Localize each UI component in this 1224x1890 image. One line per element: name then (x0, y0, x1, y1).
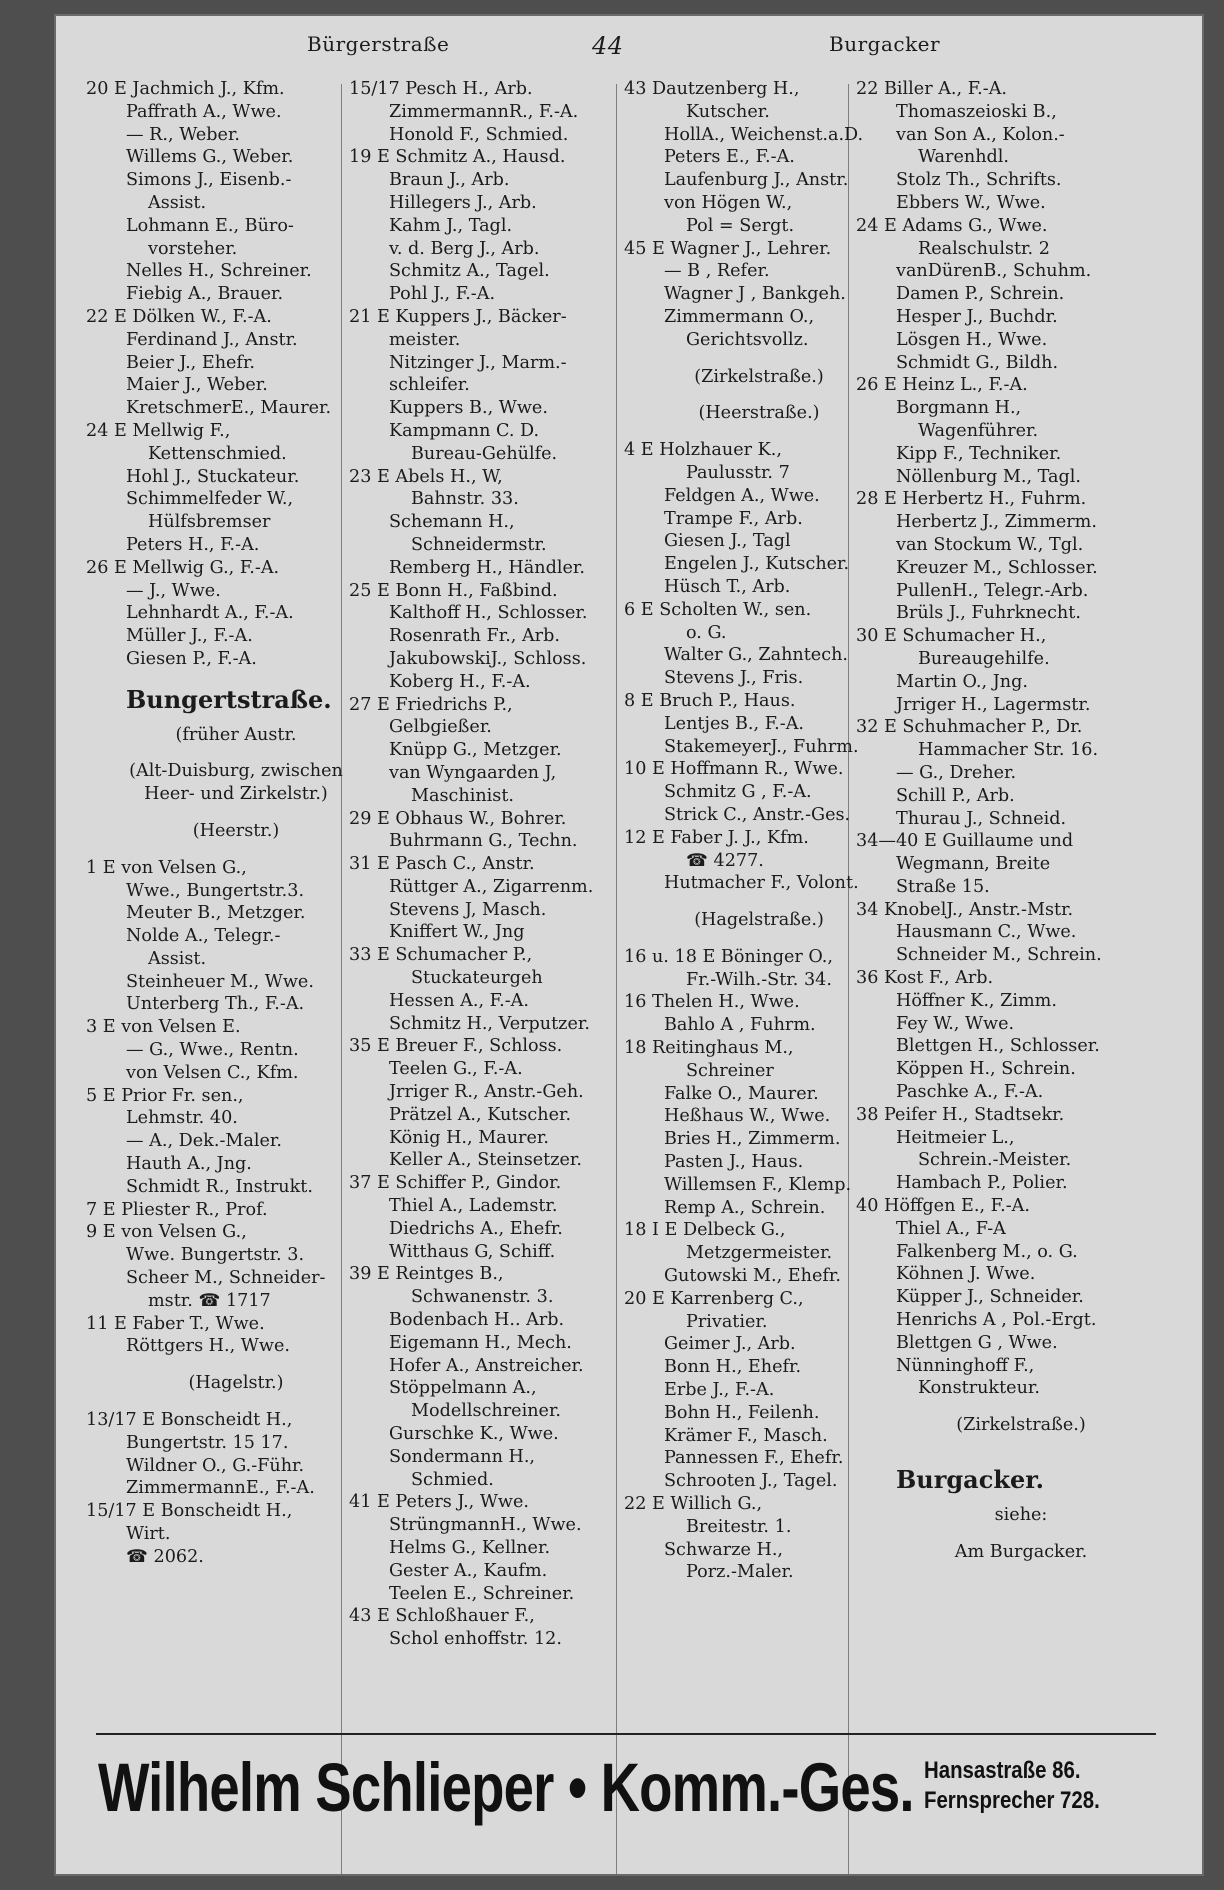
street-note: Am Burgacker. (954, 1541, 1088, 1562)
directory-entry: Peters E., F.-A. (664, 147, 795, 168)
directory-entry: 36 Kost F., Arb. (856, 968, 994, 989)
directory-entry: Kettenschmied. (148, 443, 287, 464)
directory-entry: Wildner O., G.-Führ. (126, 1455, 305, 1476)
directory-entry: Hofer A., Anstreicher. (389, 1355, 584, 1376)
directory-entry: Bureau-Gehülfe. (411, 443, 558, 464)
directory-entry: Hillegers J., Arb. (389, 192, 537, 213)
directory-entry: Unterberg Th., F.-A. (126, 994, 305, 1015)
directory-entry: Schol enhoffstr. 12. (389, 1629, 562, 1650)
directory-entry: Herbertz J., Zimmerm. (896, 512, 1097, 533)
directory-entry: Borgmann H., (896, 398, 1022, 419)
directory-entry: Schmidt R., Instrukt. (126, 1176, 313, 1197)
spacer (624, 932, 894, 946)
directory-entry: Gelbgießer. (389, 717, 492, 738)
directory-entry: Hausmann C., Wwe. (896, 922, 1077, 943)
directory-entry: Nolde A., Telegr.- (126, 926, 281, 947)
directory-entry: Thiel A., F-A (896, 1218, 1006, 1239)
directory-entry: Pasten J., Haus. (664, 1152, 804, 1173)
directory-entry: — R., Weber. (126, 124, 241, 145)
directory-entry: Lohmann E., Büro- (126, 215, 294, 236)
directory-entry: Wegmann, Breite (896, 854, 1051, 875)
directory-entry: schleifer. (389, 375, 470, 396)
directory-entry: Blettgen H., Schlosser. (896, 1036, 1100, 1057)
spacer (856, 1400, 1186, 1414)
directory-entry: Remberg H., Händler. (389, 557, 585, 578)
directory-entry: Wwe., Bungertstr.3. (126, 880, 305, 901)
directory-entry: Schmitz H., Verputzer. (389, 1013, 590, 1034)
directory-entry: 34—40 E Guillaume und (856, 831, 1074, 852)
directory-entry: Warenhdl. (918, 147, 1010, 168)
directory-entry: 20 E Karrenberg C., (624, 1288, 804, 1309)
directory-entry: Sondermann H., (389, 1446, 536, 1467)
directory-entry: 21 E Kuppers J., Bäcker- (349, 306, 567, 327)
directory-entry: 19 E Schmitz A., Hausd. (349, 147, 566, 168)
directory-entry: 22 Biller A., F.-A. (856, 79, 1007, 99)
directory-entry: Peters H., F.-A. (126, 534, 260, 555)
directory-entry: Honold F., Schmied. (389, 124, 569, 145)
spacer (86, 746, 386, 760)
directory-entry: Schneidermstr. (411, 534, 547, 555)
directory-entry: Engelen J., Kutscher. (664, 554, 850, 575)
directory-entry: 41 E Peters J., Wwe. (349, 1492, 530, 1513)
directory-entry: Kniffert W., Jng (389, 922, 525, 943)
directory-entry: Thurau J., Schneid. (896, 808, 1067, 829)
directory-entry: Gester A., Kaufm. (389, 1560, 548, 1581)
directory-entry: 20 E Jachmich J., Kfm. (86, 79, 285, 99)
directory-entry: KretschmerE., Maurer. (126, 398, 332, 419)
directory-entry: Bries H., Zimmerm. (664, 1129, 841, 1150)
directory-entry: Paffrath A., Wwe. (126, 101, 282, 122)
directory-entry: Gurschke K., Wwe. (389, 1424, 559, 1445)
directory-entry: Hohl J., Stuckateur. (126, 466, 300, 487)
advertiser-contact (924, 1756, 1100, 1816)
directory-entry: 4 E Holzhauer K., (624, 440, 782, 461)
directory-entry: Bahlo A , Fuhrm. (664, 1015, 816, 1036)
directory-entry: 18 I E Delbeck G., (624, 1220, 786, 1241)
directory-entry: Schwarze H., (664, 1539, 783, 1560)
directory-entry: Hambach P., Polier. (896, 1173, 1068, 1194)
directory-entry: Schill P., Arb. (896, 785, 1015, 806)
directory-entry: Assist. (148, 948, 207, 969)
directory-entry: 18 Reitinghaus M., (624, 1038, 794, 1059)
directory-entry: 6 E Scholten W., sen. (624, 599, 812, 620)
advertiser-name: Wilhelm Schlieper • Komm.-Ges. (98, 1749, 914, 1826)
directory-entry: Paschke A., F.-A. (896, 1082, 1044, 1103)
directory-entry: Simons J., Eisenb.- (126, 170, 292, 191)
directory-entry: 45 E Wagner J., Lehrer. (624, 238, 832, 259)
directory-entry: ZimmermannE., F.-A. (126, 1478, 315, 1499)
directory-entry: Gutowski M., Ehefr. (664, 1266, 841, 1287)
directory-entry: — B , Refer. (664, 261, 770, 282)
directory-entry: Teelen G., F.-A. (389, 1059, 523, 1080)
directory-entry: Straße 15. (896, 876, 990, 897)
directory-entry: Höffner K., Zimm. (896, 990, 1057, 1011)
directory-entry: ZimmermannR., F.-A. (389, 101, 579, 122)
directory-entry: Köppen H., Schrein. (896, 1059, 1076, 1080)
directory-entry: Schwanenstr. 3. (411, 1287, 554, 1308)
directory-entry: Hesper J., Buchdr. (896, 306, 1058, 327)
directory-entry: Fiebig A., Brauer. (126, 284, 284, 305)
directory-entry: 10 E Hoffmann R., Wwe. (624, 759, 844, 780)
directory-entry: von Velsen C., Kfm. (126, 1062, 299, 1083)
spacer (86, 843, 386, 857)
directory-entry: Kalthoff H., Schlosser. (389, 603, 588, 624)
directory-entry: meister. (389, 329, 461, 350)
spacer (86, 1358, 386, 1372)
directory-entry: Schrooten J., Tagel. (664, 1471, 838, 1492)
directory-entry: Brüls J., Fuhrknecht. (896, 603, 1081, 624)
directory-entry: Pohl J., F.-A. (389, 284, 496, 305)
directory-entry: Feldgen A., Wwe. (664, 485, 820, 506)
column-2 (349, 78, 639, 1651)
directory-entry: Diedrichs A., Ehefr. (389, 1218, 563, 1239)
directory-entry: Rosenrath Fr., Arb. (389, 626, 560, 647)
directory-entry: StakemeyerJ., Fuhrm. (664, 736, 859, 757)
directory-entry: Wwe. Bungertstr. 3. (126, 1245, 305, 1266)
directory-entry: Hammacher Str. 16. (918, 740, 1099, 761)
directory-entry: Paulusstr. 7 (686, 462, 790, 483)
directory-entry: 26 E Heinz L., F.-A. (856, 375, 1028, 396)
directory-entry: 22 E Willich G., (624, 1494, 763, 1515)
directory-entry: — G., Dreher. (896, 762, 1017, 783)
directory-entry: van Son A., Kolon.- (896, 124, 1065, 145)
directory-entry: Maier J., Weber. (126, 375, 268, 396)
directory-entry: Damen P., Schrein. (896, 284, 1065, 305)
column-3 (624, 78, 894, 1584)
directory-entry: vanDürenB., Schuhm. (896, 261, 1092, 282)
directory-entry: Keller A., Steinsetzer. (389, 1150, 582, 1171)
directory-entry: 31 E Pasch C., Anstr. (349, 854, 535, 875)
directory-entry: PullenH., Telegr.-Arb. (896, 580, 1089, 601)
directory-entry: Martin O., Jng. (896, 671, 1028, 692)
page-number: 44 (592, 32, 624, 60)
directory-entry: 24 E Mellwig F., (86, 420, 231, 441)
directory-entry: Bodenbach H.. Arb. (389, 1310, 565, 1331)
street-note: (Zirkelstraße.) (694, 366, 824, 387)
spacer (86, 806, 386, 820)
directory-entry: 24 E Adams G., Wwe. (856, 215, 1048, 236)
directory-entry: Remp A., Schrein. (664, 1197, 826, 1218)
directory-entry: Hauth A., Jng. (126, 1154, 252, 1175)
directory-entry: Giesen P., F.-A. (126, 648, 257, 669)
directory-page (54, 14, 1204, 1876)
directory-entry: Wirt. (126, 1524, 171, 1545)
directory-entry: Nünninghoff F., (896, 1355, 1035, 1376)
street-note: (Hagelstraße.) (694, 910, 824, 931)
directory-entry: Nitzinger J., Marm.- (389, 352, 567, 373)
directory-entry: Bonn H., Ehefr. (664, 1357, 802, 1378)
directory-entry: Willems G., Weber. (126, 147, 294, 168)
directory-entry: Nelles H., Schreiner. (126, 261, 312, 282)
directory-entry: Thiel A., Lademstr. (389, 1196, 558, 1217)
directory-entry: Stolz Th., Schrifts. (896, 170, 1062, 191)
directory-entry: Zimmermann O., (664, 306, 815, 327)
directory-entry: Kampmann C. D. (389, 420, 540, 441)
directory-entry: 16 Thelen H., Wwe. (624, 992, 800, 1013)
directory-entry: Helms G., Kellner. (389, 1538, 551, 1558)
directory-entry: Henrichs A , Pol.-Ergt. (896, 1310, 1097, 1331)
directory-entry: 43 E Schloßhauer F., (349, 1606, 535, 1627)
directory-entry: 15/17 Pesch H., Arb. (349, 79, 533, 99)
directory-entry: Walter G., Zahntech. (664, 645, 848, 666)
street-heading: Bungertstraße. (126, 684, 332, 714)
street-heading: Burgacker. (896, 1465, 1045, 1495)
directory-entry: Geimer J., Arb. (664, 1334, 796, 1355)
directory-entry: van Wyngaarden J, (389, 762, 557, 783)
directory-entry: Schmidt G., Bildh. (896, 352, 1059, 373)
column-1 (86, 78, 386, 1569)
directory-entry: Thomaszeioski B., (896, 101, 1057, 122)
directory-entry: Modellschreiner. (411, 1401, 562, 1422)
directory-entry: v. d. Berg J., Arb. (389, 238, 540, 259)
directory-entry: Köhnen J. Wwe. (896, 1264, 1036, 1285)
directory-entry: Wagner J , Bankgeh. (664, 284, 846, 305)
directory-entry: 1 E von Velsen G., (86, 857, 247, 878)
directory-entry: Schmitz G , F.-A. (664, 782, 812, 803)
directory-entry: 30 E Schumacher H., (856, 626, 1047, 647)
directory-entry: Schmitz A., Tagel. (389, 261, 550, 282)
directory-entry: Breitestr. 1. (686, 1516, 792, 1537)
directory-entry: 13/17 E Bonscheidt H., (86, 1410, 293, 1431)
column-4 (856, 78, 1186, 1563)
directory-entry: — J., Wwe. (126, 580, 221, 601)
directory-entry: Hülfsbremser (148, 512, 271, 533)
directory-entry: Röttgers H., Wwe. (126, 1336, 290, 1357)
directory-entry: von Högen W., (664, 192, 793, 213)
directory-entry: 34 KnobelJ., Anstr.-Mstr. (856, 899, 1074, 920)
directory-entry: Erbe J., F.-A. (664, 1380, 775, 1401)
running-head-right: Burgacker (829, 32, 941, 56)
directory-entry: 22 E Dölken W., F.-A. (86, 306, 272, 327)
directory-entry: Stevens J., Fris. (664, 668, 804, 689)
directory-entry: HollA., Weichenst.a.D. (664, 124, 864, 145)
directory-entry: 12 E Faber J. J., Kfm. (624, 827, 809, 848)
spacer (624, 895, 894, 909)
directory-entry: Kipp F., Techniker. (896, 443, 1062, 464)
directory-entry: 32 E Schuhmacher P., Dr. (856, 717, 1083, 738)
directory-entry: Jrriger H., Lagermstr. (896, 694, 1091, 715)
advertiser-address: Hansastraße 86. (924, 1757, 1081, 1784)
directory-entry: Hüsch T., Arb. (664, 576, 791, 597)
directory-entry: Trampe F., Arb. (664, 508, 803, 529)
directory-entry: 26 E Mellwig G., F.-A. (86, 557, 280, 578)
directory-entry: Privatier. (686, 1311, 768, 1332)
directory-entry: Scheer M., Schneider- (126, 1268, 326, 1289)
directory-entry: Küpper J., Schneider. (896, 1287, 1084, 1308)
directory-entry: Pol = Sergt. (686, 215, 795, 236)
directory-entry: Falkenberg M., o. G. (896, 1241, 1078, 1262)
directory-entry: 23 E Abels H., W, (349, 466, 503, 487)
directory-entry: Maschinist. (411, 785, 514, 806)
directory-entry: mstr. ☎ 1717 (148, 1290, 271, 1311)
directory-entry: Willemsen F., Klemp. (664, 1174, 852, 1195)
directory-entry: 11 E Faber T., Wwe. (86, 1313, 265, 1334)
directory-entry: Beier J., Ehefr. (126, 352, 256, 373)
directory-entry: Kreuzer M., Schlosser. (896, 557, 1098, 578)
directory-entry: Blettgen G , Wwe. (896, 1332, 1058, 1353)
directory-entry: Heitmeier L., (896, 1127, 1015, 1148)
directory-entry: Strick C., Anstr.-Ges. (664, 804, 851, 825)
directory-entry: 5 E Prior Fr. sen., (86, 1085, 244, 1106)
directory-entry: Bungertstr. 15 17. (126, 1432, 289, 1453)
directory-entry: Buhrmann G., Techn. (389, 831, 578, 852)
directory-entry: 8 E Bruch P., Haus. (624, 690, 796, 711)
directory-entry: Porz.-Maler. (686, 1562, 794, 1583)
directory-entry: Metzgermeister. (686, 1243, 833, 1264)
running-head-left: Bürgerstraße (307, 32, 450, 56)
directory-entry: Schneider M., Schrein. (896, 945, 1102, 966)
directory-entry: Giesen J., Tagl (664, 531, 791, 552)
directory-entry: Schmied. (411, 1469, 494, 1490)
directory-entry: Pannessen F., Ehefr. (664, 1448, 844, 1469)
street-note: siehe: (994, 1504, 1048, 1525)
directory-entry: Fey W., Wwe. (896, 1013, 1015, 1034)
directory-entry: Knüpp G., Metzger. (389, 740, 562, 761)
directory-entry: Müller J., F.-A. (126, 626, 253, 647)
directory-entry: Schimmelfeder W., (126, 489, 294, 510)
directory-entry: Eigemann H., Mech. (389, 1332, 572, 1353)
directory-entry: Falke O., Maurer. (664, 1083, 819, 1104)
directory-entry: Ferdinand J., Anstr. (126, 329, 298, 350)
directory-entry: 43 Dautzenberg H., (624, 79, 800, 99)
directory-entry: vorsteher. (148, 238, 238, 259)
directory-entry: Bureaugehilfe. (918, 648, 1050, 669)
directory-entry: Realschulstr. 2 (918, 238, 1050, 259)
directory-entry: Kahm J., Tagl. (389, 215, 513, 236)
directory-entry: 38 Peifer H., Stadtsekr. (856, 1104, 1065, 1125)
directory-entry: Stöppelmann A., (389, 1378, 537, 1399)
street-note: (Heerstr.) (192, 820, 280, 841)
directory-entry: 15/17 E Bonscheidt H., (86, 1501, 293, 1522)
directory-entry: — G., Wwe., Rentn. (126, 1040, 299, 1061)
directory-entry: Teelen E., Schreiner. (389, 1583, 575, 1604)
directory-entry: Gerichtsvollz. (686, 329, 809, 350)
directory-entry: Lentjes B., F.-A. (664, 713, 804, 734)
directory-entry: o. G. (686, 622, 727, 643)
directory-entry: Prätzel A., Kutscher. (389, 1104, 572, 1125)
directory-entry: Kutscher. (686, 101, 770, 122)
street-note: Heer- und Zirkelstr.) (144, 784, 328, 805)
directory-entry: 35 E Breuer F., Schloss. (349, 1036, 563, 1057)
directory-entry: Hessen A., F.-A. (389, 990, 529, 1011)
directory-entry: Bohn H., Feilenh. (664, 1402, 820, 1423)
directory-entry: Kuppers B., Wwe. (389, 398, 548, 419)
directory-entry: Meuter B., Metzger. (126, 903, 306, 924)
directory-entry: Hutmacher F., Volont. (664, 873, 859, 894)
advertiser-phone: Fernsprecher 728. (924, 1787, 1100, 1814)
directory-entry: Rüttger A., Zigarrenm. (389, 876, 594, 897)
street-note: (früher Austr. (175, 724, 297, 745)
directory-entry: 40 Höffgen E., F.-A. (856, 1196, 1030, 1217)
directory-entry: Bahnstr. 33. (411, 489, 519, 510)
directory-entry: Stevens J, Masch. (389, 899, 547, 920)
directory-entry: Lehnhardt A., F.-A. (126, 603, 294, 624)
directory-entry: 29 E Obhaus W., Bohrer. (349, 808, 567, 829)
directory-entry: 28 E Herbertz H., Fuhrm. (856, 489, 1087, 510)
spacer (624, 425, 894, 439)
directory-entry: 37 E Schiffer P., Gindor. (349, 1173, 562, 1194)
directory-entry: van Stockum W., Tgl. (896, 534, 1084, 555)
footer-rule (96, 1733, 1156, 1735)
directory-entry: 33 E Schumacher P., (349, 945, 533, 966)
directory-entry: 27 E Friedrichs P., (349, 694, 513, 715)
street-note: (Heerstraße.) (698, 403, 820, 424)
directory-entry: Witthaus G, Schiff. (389, 1241, 556, 1262)
directory-entry: ☎ 4277. (686, 850, 764, 871)
spacer (86, 1395, 386, 1409)
street-note: (Alt-Duisburg, zwischen (129, 761, 343, 782)
directory-entry: König H., Maurer. (389, 1127, 549, 1148)
street-note: (Zirkelstraße.) (956, 1415, 1086, 1436)
directory-entry: Schrein.-Meister. (918, 1150, 1072, 1171)
directory-entry: Lösgen H., Wwe. (896, 329, 1048, 350)
directory-entry: Stuckateurgeh (411, 968, 543, 989)
directory-entry: Braun J., Arb. (389, 170, 510, 191)
directory-entry: Fr.-Wilh.-Str. 34. (686, 969, 832, 990)
directory-entry: Assist. (148, 192, 207, 213)
spacer (856, 1437, 1186, 1451)
directory-entry: Steinheuer M., Wwe. (126, 971, 314, 992)
directory-entry: 25 E Bonn H., Faßbind. (349, 580, 558, 601)
spacer (856, 1527, 1186, 1541)
directory-entry: Ebbers W., Wwe. (896, 192, 1046, 213)
spacer (624, 388, 894, 402)
directory-entry: Lehmstr. 40. (126, 1108, 238, 1129)
directory-entry: Konstrukteur. (918, 1378, 1040, 1399)
directory-entry: JakubowskiJ., Schloss. (389, 648, 587, 669)
directory-entry: Laufenburg J., Anstr. (664, 170, 849, 191)
street-note: (Hagelstr.) (188, 1373, 284, 1394)
spacer (624, 352, 894, 366)
directory-entry: 9 E von Velsen G., (86, 1222, 247, 1243)
directory-entry: Heßhaus W., Wwe. (664, 1106, 831, 1127)
directory-entry: Jrriger R., Anstr.-Geh. (389, 1082, 584, 1103)
directory-entry: 39 E Reintges B., (349, 1264, 504, 1285)
directory-entry: ☎ 2062. (126, 1546, 204, 1567)
directory-entry: 7 E Pliester R., Prof. (86, 1199, 268, 1220)
directory-entry: Krämer F., Masch. (664, 1425, 828, 1446)
directory-entry: — A., Dek.-Maler. (126, 1131, 282, 1152)
directory-entry: 3 E von Velsen E. (86, 1017, 241, 1038)
directory-entry: Wagenführer. (918, 420, 1039, 441)
directory-entry: 16 u. 18 E Böninger O., (624, 946, 833, 967)
directory-entry: Nöllenburg M., Tagl. (896, 466, 1081, 487)
directory-entry: Schreiner (686, 1060, 774, 1081)
directory-entry: Schemann H., (389, 512, 515, 533)
directory-entry: Koberg H., F.-A. (389, 671, 531, 692)
directory-entry: StrüngmannH., Wwe. (389, 1515, 582, 1536)
